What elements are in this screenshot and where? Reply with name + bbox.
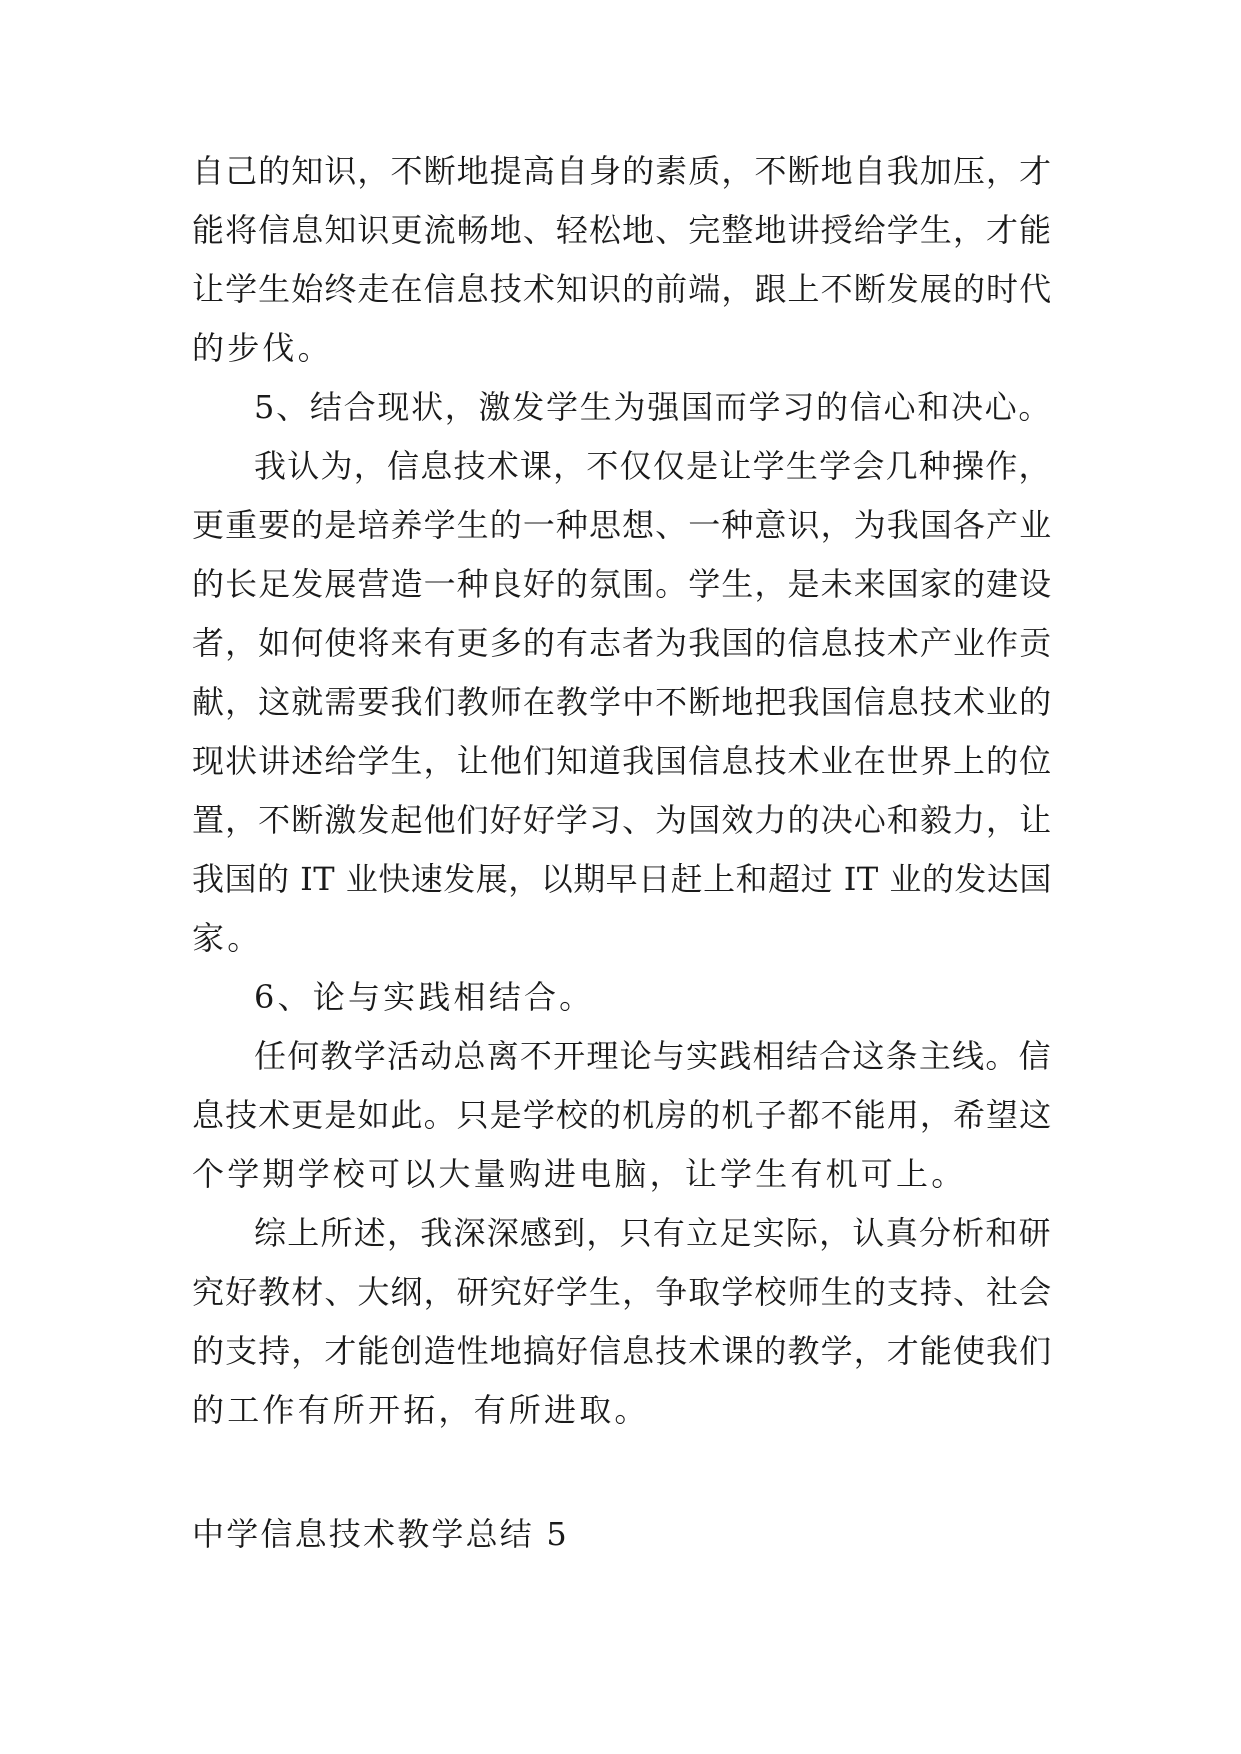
paragraph-point-6-body [192,1027,1052,1204]
text-line: 6、论与实践相结合。 [254,978,595,1016]
text-line: 我国的 IT 业快速发展，以期早日赶上和超过 IT 业的发达国 [192,860,1052,898]
text-line: 更重要的是培养学生的一种思想、一种意识，为我国各产业 [192,506,1053,544]
text-line: 的长足发展营造一种良好的氛围。学生，是未来国家的建设 [192,565,1053,603]
text-line: 自己的知识，不断地提高自身的素质，不断地自我加压，才 [192,152,1053,190]
text-line: 综上所述，我深深感到，只有立足实际，认真分析和研 [254,1214,1052,1252]
text-line: 者，如何使将来有更多的有志者为我国的信息技术产业作贡 [192,624,1053,662]
text-line: 的支持，才能创造性地搞好信息技术课的教学，才能使我们 [192,1332,1053,1370]
point-6-heading [192,968,1052,1027]
text-line: 家。 [192,919,263,957]
text-line: 献，这就需要我们教师在教学中不断地把我国信息技术业的 [192,683,1053,721]
text-line: 我认为，信息技术课，不仅仅是让学生学会几种操作， [254,447,1052,485]
paragraph-point-5-body [192,437,1052,968]
text-line: 个学期学校可以大量购进电脑，让学生有机可上。 [192,1155,967,1193]
paragraph-continuation [192,142,1052,378]
text-line: 任何教学活动总离不开理论与实践相结合这条主线。信 [254,1037,1052,1075]
text-line: 5、结合现状，激发学生为强国而学习的信心和决心。 [254,388,1053,426]
text-line: 息技术更是如此。只是学校的机房的机子都不能用，希望这 [192,1096,1053,1134]
text-line: 究好教材、大纲，研究好学生，争取学校师生的支持、社会 [192,1273,1053,1311]
text-line: 能将信息知识更流畅地、轻松地、完整地讲授给学生，才能 [192,211,1053,249]
point-5-heading [192,378,1052,437]
text-line: 的工作有所开拓，有所进取。 [192,1391,650,1429]
text-line: 让学生始终走在信息技术知识的前端，跟上不断发展的时代 [192,270,1053,308]
paragraph-conclusion [192,1204,1052,1440]
text-line: 现状讲述给学生，让他们知道我国信息技术业在世界上的位 [192,742,1053,780]
text-line: 的步伐。 [192,329,333,367]
section-heading: 中学信息技术教学总结 5 [192,1515,569,1553]
text-line: 置，不断激发起他们好好学习、为国效力的决心和毅力，让 [192,801,1053,839]
